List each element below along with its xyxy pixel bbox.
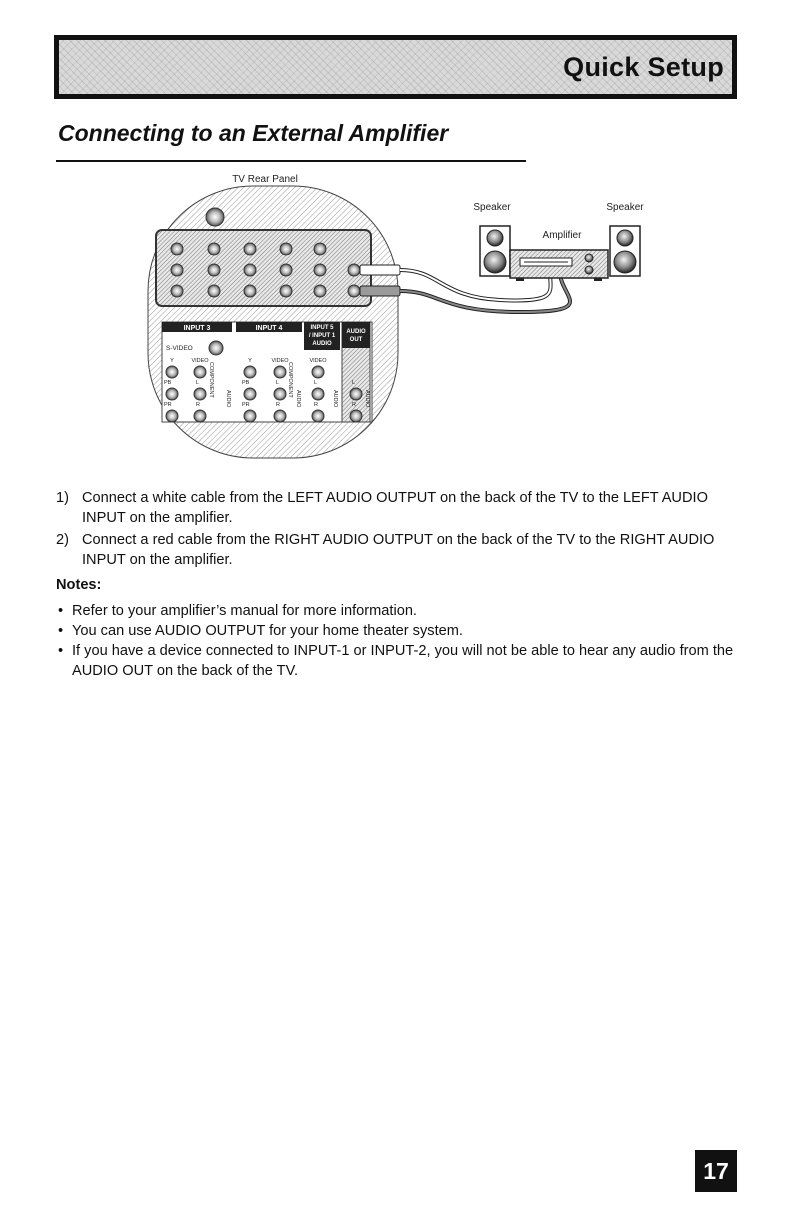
input3-label: INPUT 3 [183, 325, 211, 332]
speaker-right-icon [610, 226, 640, 276]
input4-component-label: COMPONENT [287, 362, 293, 398]
input3-y-label: Y [170, 358, 174, 364]
step-text: Connect a white cable from the LEFT AUDIO OUTPUT on the back of the TV to the LEFT AUDIO INPUT on the amplifier. [82, 490, 708, 526]
step-item [56, 488, 736, 528]
input5-label-2: / INPUT 1 [308, 333, 336, 339]
input4-r-label: R [276, 402, 280, 408]
amplifier-connection-diagram [140, 172, 680, 472]
input3-pr-label: PR [164, 402, 172, 408]
input4-l-label: L [276, 380, 280, 386]
input5-label-1: INPUT 5 [310, 325, 334, 331]
input3-l-label: L [196, 380, 200, 386]
tv-rear-panel-label: TV Rear Panel [232, 174, 298, 185]
note-text: Refer to your amplifier’s manual for more information. [72, 603, 417, 619]
audio-out-audio-label: AUDIO [364, 390, 370, 408]
page-title: Connecting to an External Amplifier [58, 120, 449, 146]
audio-out-label-2: OUT [349, 337, 363, 343]
input4-pr-label: PR [242, 402, 250, 408]
section-header-bar [54, 35, 737, 99]
step-number: 1) [56, 490, 69, 506]
audio-out-right-jack [348, 285, 360, 297]
note-text: You can use AUDIO OUTPUT for your home theater system. [72, 623, 463, 639]
input5-r-label: R [314, 402, 318, 408]
input4-label: INPUT 4 [255, 325, 283, 332]
audio-out-left-jack [348, 264, 360, 276]
audio-out-tab [342, 322, 370, 348]
input3-video-label: VIDEO [191, 358, 209, 364]
step-item [56, 530, 736, 570]
speaker-left-icon [480, 226, 510, 276]
page-number: 17 [695, 1150, 737, 1192]
input4-y-label: Y [248, 358, 252, 364]
note-item [56, 621, 736, 641]
bullet-icon: • [58, 643, 64, 659]
section-header-pattern [59, 40, 732, 94]
amplifier-label: Amplifier [542, 230, 582, 241]
speaker-left-label: Speaker [473, 202, 511, 213]
white-plug [360, 265, 400, 275]
bullet-icon: • [58, 603, 64, 619]
input3-r-label: R [196, 402, 200, 408]
input4-audio-label: AUDIO [295, 390, 301, 408]
input5-l-label: L [314, 380, 318, 386]
note-item [56, 601, 736, 621]
section-title: Quick Setup [563, 51, 724, 82]
input5-label-3: AUDIO [312, 341, 332, 347]
instruction-steps [56, 488, 736, 572]
input4-pb-label: PB [242, 380, 250, 386]
input4-video-label: VIDEO [271, 358, 289, 364]
audio-out-l-label: L [352, 380, 356, 386]
audio-out-label-1: AUDIO [346, 329, 366, 335]
step-text: Connect a red cable from the RIGHT AUDIO OUTPUT on the back of the TV to the RIGHT AUDIO INPUT on the amplifier. [82, 532, 715, 568]
input3-pb-label: PB [164, 380, 172, 386]
input3-audio-label: AUDIO [225, 390, 231, 408]
red-plug [360, 286, 400, 296]
step-number: 2) [56, 532, 69, 548]
audio-out-r-label: R [352, 402, 356, 408]
s-video-label: S-VIDEO [166, 345, 193, 352]
input3-component-label: COMPONENT [208, 362, 214, 398]
upper-jack-block [156, 230, 371, 306]
bullet-icon: • [58, 623, 64, 639]
amplifier-icon [510, 250, 608, 281]
note-item [56, 641, 736, 681]
title-underline [56, 160, 526, 162]
notes-list [56, 601, 736, 681]
input5-video-label: VIDEO [309, 358, 327, 364]
input5-audio-label: AUDIO [332, 390, 338, 408]
notes-heading: Notes: [56, 577, 102, 593]
speaker-right-label: Speaker [606, 202, 644, 213]
s-video-jack [209, 341, 223, 355]
top-connector-icon [206, 208, 224, 226]
note-text: If you have a device connected to INPUT-1 or INPUT-2, you will not be able to hear any audio from the AUDIO OUT on the back of the TV. [72, 643, 734, 679]
